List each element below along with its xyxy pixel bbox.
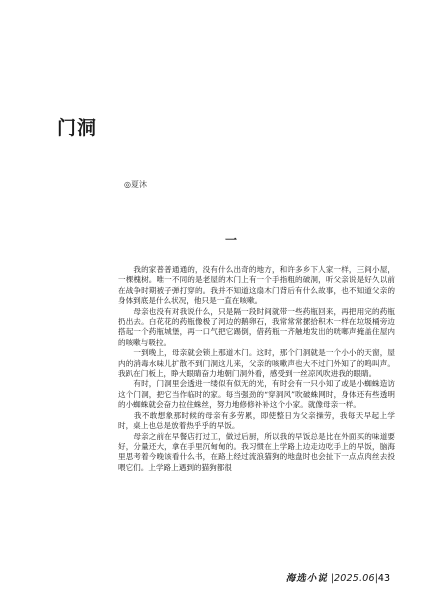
page-number: 43: [377, 573, 390, 584]
paragraph: 母亲之前在早餐店打过工，做过后厨，所以我的早饭总是比在外面买的味道要好，分量还大，拿在手里沉甸甸的。我习惯在上学路上边走边吃手上的早饭，脑海里思考着今晚该看什么书，在路上经过流浪猫狗的地盘时也会扯下一点点肉丝去投喂它们。上学路上遇到的猫狗都很: [118, 431, 395, 472]
paragraph: 我不敢想象那时候的母亲有多劳累，即使整日为父亲操劳，我每天早起上学时，桌上也总是放着热乎乎的早饭。: [118, 410, 395, 431]
paragraph: 有时，门洞里会透进一缕似有似无的光，有时会有一只小知了或是小蜘蛛造访这个门洞，把它当作临时的家。每当强劲的“穿洞风”吹破蛛网时，身体还有些透明的小蜘蛛就会奋力拉住蛛丝，努力地修修补补这个小家。就像母亲一样。: [118, 379, 395, 410]
issue-date: 2025.06: [334, 573, 375, 584]
author-byline: ◎夏沐: [124, 180, 147, 189]
page-footer: [0, 573, 390, 585]
footer-separator: |: [374, 573, 378, 584]
paragraph: 一到晚上，母亲就会锁上那道木门。这时，那个门洞就是一个小小的天窗，屋内的消毒水味儿扩散不到门洞这儿来，父亲的咳嗽声也大不过门外知了的鸣叫声。我趴在门板上，睁大眼睛奋力地朝门洞外看，感受到一丝凉风吹进我的眼睛。: [118, 348, 395, 379]
section-number: 一: [225, 233, 238, 247]
paragraph: 我的家普普通通的，没有什么出奇的地方，和许多乡下人家一样，三间小屋，一棵槐树。唯一不同的是老屋的木门上有一个手指粗的破洞，听父亲说是好久以前在战争时期被子弹打穿的。我并不知道这扇木门背后有什么故事，也不知道父亲的身体到底是什么状况，他只是一直在咳嗽。: [118, 265, 395, 306]
article-body: [118, 265, 395, 473]
footer-separator: |: [330, 573, 335, 584]
article-title: 门洞: [57, 117, 98, 139]
paragraph: 母亲也没有对我说什么，只是隔一段时间就带一些药瓶回来，再把用完的药瓶扔出去。白花花的药瓶像极了河边的鹅卵石，我常常常摞拾积木一样在垃圾桶旁边搭起一个药瓶城堡，再一口气把它踢倒，借药瓶一齐触地发出的咣啷声掩盖住屋内的咳嗽与吸拉。: [118, 306, 395, 347]
magazine-name: 海选小说: [285, 573, 328, 584]
